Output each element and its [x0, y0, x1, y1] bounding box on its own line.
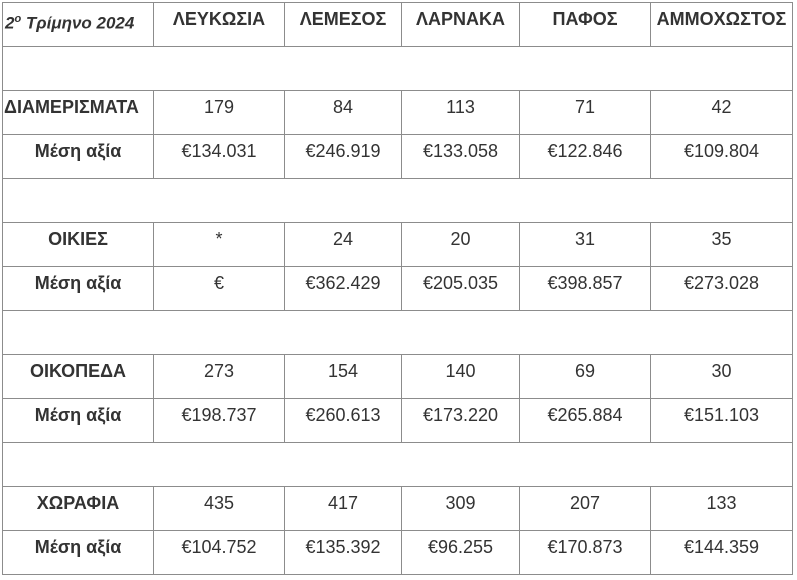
table-cell: 84 — [285, 91, 402, 135]
table-cell: €246.919 — [285, 135, 402, 179]
row-label: ΟΙΚΙΕΣ — [3, 223, 154, 267]
header-famagusta: ΑΜΜΟΧΩΣΤΟΣ — [651, 3, 793, 47]
table-cell: 71 — [520, 91, 651, 135]
spacer-row — [3, 179, 793, 223]
houses-count-row — [3, 223, 793, 267]
table-cell: * — [154, 223, 285, 267]
table-cell: €205.035 — [402, 267, 520, 311]
table-cell: €134.031 — [154, 135, 285, 179]
table-cell: €135.392 — [285, 531, 402, 575]
plots-avg-row — [3, 399, 793, 443]
table-cell: 140 — [402, 355, 520, 399]
header-nicosia: ΛΕΥΚΩΣΙΑ — [154, 3, 285, 47]
table-cell: 35 — [651, 223, 793, 267]
spacer-row — [3, 47, 793, 91]
table-cell: €104.752 — [154, 531, 285, 575]
header-limassol: ΛΕΜΕΣΟΣ — [285, 3, 402, 47]
row-label: ΧΩΡΑΦΙΑ — [3, 487, 154, 531]
table-cell: €398.857 — [520, 267, 651, 311]
quarter-number: 2 — [5, 13, 15, 33]
row-label: Μέση αξία — [3, 135, 154, 179]
table-cell: €122.846 — [520, 135, 651, 179]
fields-avg-row — [3, 531, 793, 575]
header-row — [3, 3, 793, 47]
table-cell: €362.429 — [285, 267, 402, 311]
table-cell: 69 — [520, 355, 651, 399]
table-cell: 207 — [520, 487, 651, 531]
table-cell: € — [154, 267, 285, 311]
spacer-row — [3, 443, 793, 487]
table-cell: €151.103 — [651, 399, 793, 443]
table-cell: 435 — [154, 487, 285, 531]
table-cell: 42 — [651, 91, 793, 135]
quarter-text: Τρίμηνο 2024 — [21, 13, 135, 33]
table-cell: €133.058 — [402, 135, 520, 179]
table-cell: 133 — [651, 487, 793, 531]
header-paphos: ΠΑΦΟΣ — [520, 3, 651, 47]
table-cell: €198.737 — [154, 399, 285, 443]
table-cell: 31 — [520, 223, 651, 267]
table-cell: €144.359 — [651, 531, 793, 575]
quarter-ordinal: ο — [14, 13, 22, 25]
table-cell: 273 — [154, 355, 285, 399]
fields-count-row — [3, 487, 793, 531]
row-label: Μέση αξία — [3, 399, 154, 443]
row-label: Μέση αξία — [3, 267, 154, 311]
table-cell: 24 — [285, 223, 402, 267]
houses-avg-row — [3, 267, 793, 311]
table-cell: €173.220 — [402, 399, 520, 443]
table-cell: 30 — [651, 355, 793, 399]
table-cell: €170.873 — [520, 531, 651, 575]
table-cell: €260.613 — [285, 399, 402, 443]
table-cell: 309 — [402, 487, 520, 531]
property-sales-table — [2, 2, 793, 575]
table-cell: 20 — [402, 223, 520, 267]
table-cell: 417 — [285, 487, 402, 531]
table-cell: 113 — [402, 91, 520, 135]
table-cell: 154 — [285, 355, 402, 399]
table-cell: 179 — [154, 91, 285, 135]
row-label: ΟΙΚΟΠΕΔΑ — [3, 355, 154, 399]
header-larnaca: ΛΑΡΝΑΚΑ — [402, 3, 520, 47]
row-label: Μέση αξία — [3, 531, 154, 575]
apartments-avg-row — [3, 135, 793, 179]
table-cell: €265.884 — [520, 399, 651, 443]
table-cell: €273.028 — [651, 267, 793, 311]
plots-count-row — [3, 355, 793, 399]
spacer-row — [3, 311, 793, 355]
table-cell: €96.255 — [402, 531, 520, 575]
row-label: ΔΙΑΜΕΡΙΣΜΑΤΑ — [3, 91, 154, 135]
apartments-count-row — [3, 91, 793, 135]
table-cell: €109.804 — [651, 135, 793, 179]
quarter-label-cell — [3, 3, 154, 47]
